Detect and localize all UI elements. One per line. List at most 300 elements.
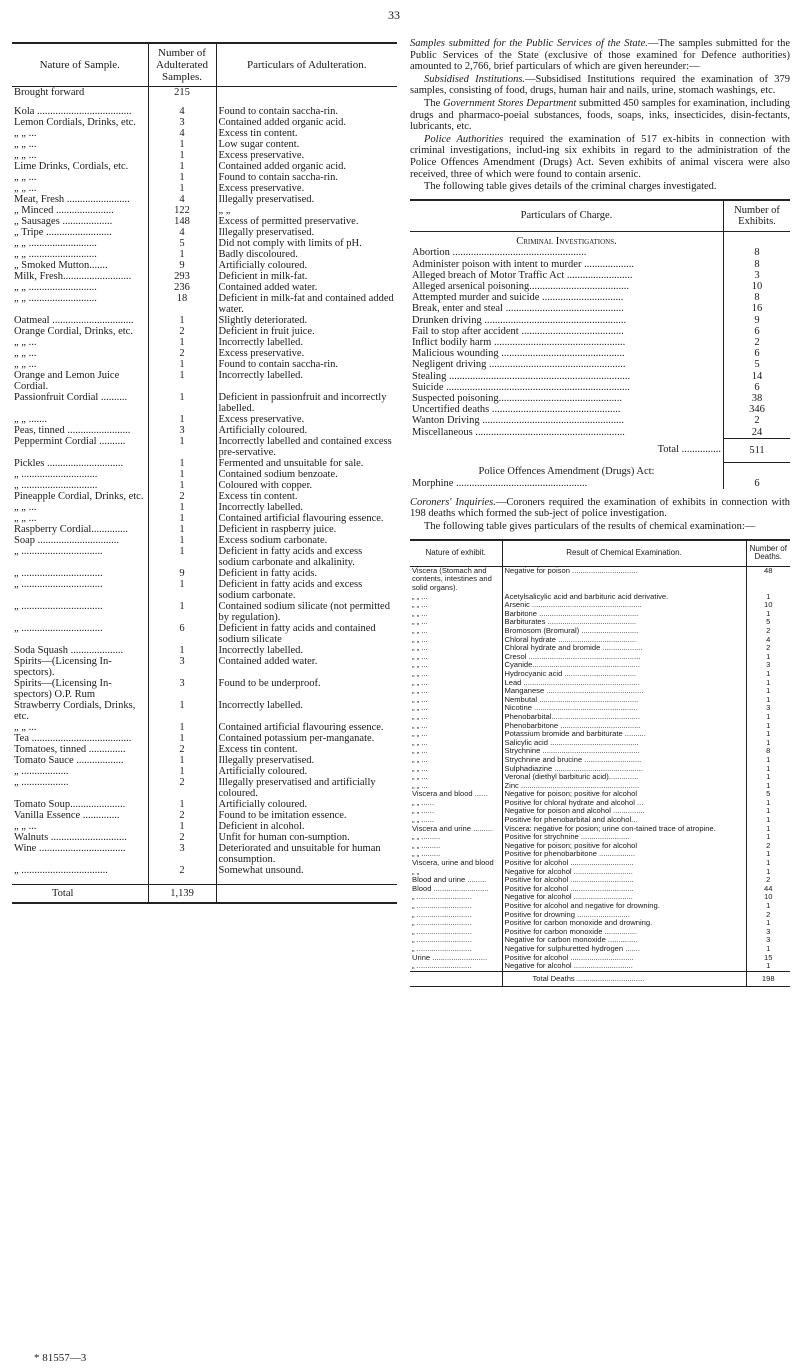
table-row bbox=[12, 766, 397, 777]
exhibit-nature: „ „ ...... bbox=[412, 806, 434, 816]
adulterated-count: 1 bbox=[148, 414, 216, 425]
charge-name: Suspected poisoning............................................... bbox=[412, 392, 622, 404]
adulteration-particulars: Excess sodium carbonate. bbox=[218, 535, 328, 546]
death-count: 1 bbox=[746, 739, 790, 748]
exhibit-nature: „ .......................... bbox=[412, 926, 472, 936]
sample-nature: „ „ ... bbox=[14, 150, 37, 161]
table-row bbox=[12, 755, 397, 766]
table-row bbox=[12, 293, 397, 315]
adulteration-particulars: Badly discoloured. bbox=[218, 249, 298, 260]
exhibit-count: 6 bbox=[724, 382, 791, 393]
death-count: 1 bbox=[746, 962, 790, 971]
sample-nature: „ „ ... bbox=[14, 722, 37, 733]
adulterated-count: 1 bbox=[148, 183, 216, 194]
charge-name: Stealing ..................................................................... bbox=[412, 370, 631, 382]
table-row bbox=[12, 150, 397, 161]
adulteration-particulars: Illegally preservatised and artificially coloured. bbox=[218, 777, 376, 799]
table-row bbox=[12, 326, 397, 337]
table-row bbox=[410, 247, 790, 258]
death-count: 1 bbox=[746, 868, 790, 877]
adulterated-count: 1 bbox=[148, 722, 216, 733]
exhibit-nature: „ „ ......... bbox=[412, 832, 441, 842]
adulterated-count: 215 bbox=[148, 87, 216, 99]
death-count: 2 bbox=[746, 876, 790, 885]
adulteration-particulars: Contained sodium benzoate. bbox=[218, 469, 338, 480]
exhibit-nature: Blood and urine ......... bbox=[412, 875, 487, 885]
total-count: 1,139 bbox=[148, 885, 216, 904]
death-count: 1 bbox=[746, 687, 790, 696]
header-deaths: Number of Deaths. bbox=[746, 540, 790, 567]
sample-nature: Soap ............................... bbox=[14, 535, 119, 546]
death-count: 1 bbox=[746, 919, 790, 928]
adulterated-count: 1 bbox=[148, 755, 216, 766]
examination-result: Barbitone ............................................... bbox=[502, 610, 746, 619]
examination-result: Chloral hydrate ..................................... bbox=[502, 636, 746, 645]
examination-result: Sulphadiazine .......................................... bbox=[502, 765, 746, 774]
table-row bbox=[12, 458, 397, 469]
sample-nature: „ „ ... bbox=[14, 513, 37, 524]
exhibit-count: 14 bbox=[724, 371, 791, 382]
table-row bbox=[12, 183, 397, 194]
death-count: 1 bbox=[746, 730, 790, 739]
sample-nature: Peppermint Cordial .......... bbox=[14, 436, 126, 447]
table-row bbox=[12, 282, 397, 293]
exhibit-nature: „ „ ... bbox=[412, 608, 428, 618]
total-particulars bbox=[216, 885, 397, 904]
adulteration-particulars: Somewhat unsound. bbox=[218, 865, 304, 876]
footnote: * 81557—3 bbox=[34, 1352, 87, 1364]
sample-nature: „ Minced ...................... bbox=[14, 205, 114, 216]
adulterated-count: 1 bbox=[148, 700, 216, 722]
exhibit-nature: „ „ ... bbox=[412, 763, 428, 773]
adulteration-particulars: Found to contain saccha-rin. bbox=[218, 359, 339, 370]
sample-nature: Tomato Sauce .................. bbox=[14, 755, 124, 766]
sample-nature: „ ................................. bbox=[14, 865, 108, 876]
adulterated-count: 1 bbox=[148, 436, 216, 458]
death-count: 1 bbox=[746, 670, 790, 679]
sample-nature: Raspberry Cordial.............. bbox=[14, 524, 129, 535]
table-row bbox=[12, 513, 397, 524]
sample-nature: „ ............................... bbox=[14, 568, 103, 579]
table-row bbox=[12, 161, 397, 172]
sample-nature: „ .................. bbox=[14, 777, 69, 788]
adulteration-particulars: Excess of permitted preservative. bbox=[218, 216, 359, 227]
sample-nature: „ „ .......................... bbox=[14, 282, 97, 293]
sample-nature: „ „ ... bbox=[14, 348, 37, 359]
death-count: 1 bbox=[746, 782, 790, 791]
table-row bbox=[410, 303, 790, 314]
table-row bbox=[12, 601, 397, 623]
table-row bbox=[12, 480, 397, 491]
charge-name: Miscellaneous ......................................................... bbox=[412, 426, 625, 438]
examination-result: Lead ....................................................... bbox=[502, 679, 746, 688]
exhibit-nature: „ „ bbox=[412, 866, 420, 876]
exhibit-count: 6 bbox=[724, 478, 791, 489]
adulterated-count: 2 bbox=[148, 832, 216, 843]
adulteration-particulars bbox=[216, 87, 397, 99]
sample-nature: „ „ .......................... bbox=[14, 249, 97, 260]
adulterated-count: 1 bbox=[148, 161, 216, 172]
adulteration-particulars: Incorrectly labelled. bbox=[218, 370, 304, 381]
sample-nature: Orange Cordial, Drinks, etc. bbox=[14, 326, 133, 337]
adulterated-count: 1 bbox=[148, 150, 216, 161]
examination-result: Negative for sulphuretted hydrogen ....... bbox=[502, 945, 746, 954]
total-row bbox=[410, 971, 790, 987]
sample-nature: „ Tripe ......................... bbox=[14, 227, 112, 238]
examination-result: Strychnine .............................................. bbox=[502, 747, 746, 756]
exhibit-count: 8 bbox=[724, 292, 791, 303]
charge-name: Morphine .................................................. bbox=[412, 477, 588, 489]
death-count: 3 bbox=[746, 704, 790, 713]
table-row bbox=[12, 821, 397, 832]
charge-name: Malicious wounding ............................................... bbox=[412, 348, 625, 360]
table-row bbox=[12, 579, 397, 601]
exhibit-count: 16 bbox=[724, 303, 791, 314]
total-label: Total bbox=[12, 885, 148, 904]
exhibit-nature: „ .......................... bbox=[412, 961, 472, 971]
charge-name: Alleged breach of Motor Traffic Act ......................... bbox=[412, 269, 633, 281]
adulteration-particulars: Incorrectly labelled. bbox=[218, 700, 304, 711]
examination-result: Manganese .............................................. bbox=[502, 687, 746, 696]
exhibit-nature: „ „ ... bbox=[412, 634, 428, 644]
total-blank bbox=[410, 971, 502, 987]
adulteration-particulars: Illegally preservatised. bbox=[218, 755, 315, 766]
adulteration-particulars: Deficient in fatty acids and contained sodium silicate bbox=[218, 623, 376, 645]
sample-nature: „ ............................... bbox=[14, 579, 103, 590]
right-column bbox=[410, 38, 790, 987]
death-count: 1 bbox=[746, 610, 790, 619]
adulterated-count: 1 bbox=[148, 480, 216, 491]
adulterated-count: 1 bbox=[148, 172, 216, 183]
table-row bbox=[410, 962, 790, 971]
para-coroner-intro: The following table gives particulars of the results of chemical examination:— bbox=[424, 521, 756, 533]
exhibit-nature: Viscera, urine and blood bbox=[412, 858, 494, 868]
table-row bbox=[410, 415, 790, 426]
table-row bbox=[12, 425, 397, 436]
exhibit-nature: „ „ ... bbox=[412, 694, 428, 704]
adulteration-particulars: Excess tin content. bbox=[218, 128, 298, 139]
death-count: 1 bbox=[746, 859, 790, 868]
exhibit-count: 6 bbox=[724, 326, 791, 337]
examination-result: Cresol ..................................................... bbox=[502, 653, 746, 662]
sample-nature: Strawberry Cordials, Drinks, etc. bbox=[14, 700, 136, 722]
adulterated-count: 1 bbox=[148, 315, 216, 326]
table-row bbox=[12, 392, 397, 414]
adulteration-particulars: Contained added organic acid. bbox=[218, 161, 347, 172]
examination-result: Veronal (diethyl barbituric acid).............. bbox=[502, 773, 746, 782]
exhibit-nature: „ „ ...... bbox=[412, 815, 434, 825]
exhibit-nature: „ „ ... bbox=[412, 737, 428, 747]
death-count: 1 bbox=[746, 756, 790, 765]
adulterated-count: 1 bbox=[148, 458, 216, 469]
table-row bbox=[410, 393, 790, 404]
sample-nature: Kola .................................... bbox=[14, 106, 132, 117]
table-row bbox=[12, 194, 397, 205]
exhibit-count: 6 bbox=[724, 348, 791, 359]
examination-result: Arsenic .................................................... bbox=[502, 601, 746, 610]
exhibit-nature: „ „ ... bbox=[412, 677, 428, 687]
adulteration-particulars: Artificially coloured. bbox=[218, 260, 308, 271]
exhibit-nature: „ „ ... bbox=[412, 643, 428, 653]
para-coroners: Coroners' Inquiries.—Coroners required the examination of exhibits in connection with 198 deaths which formed the sub-ject of police investigation. bbox=[410, 496, 790, 520]
adulterated-count: 2 bbox=[148, 810, 216, 821]
death-count: 1 bbox=[746, 713, 790, 722]
sample-nature: Pineapple Cordial, Drinks, etc. bbox=[14, 491, 144, 502]
table-row bbox=[410, 348, 790, 359]
adulterated-count: 1 bbox=[148, 337, 216, 348]
sample-nature: „ „ .......................... bbox=[14, 293, 97, 304]
charge-name: Uncertified deaths ................................................. bbox=[412, 404, 621, 416]
table-row bbox=[12, 205, 397, 216]
exhibit-nature: „ „ ... bbox=[412, 591, 428, 601]
examination-result: Acetylsalicylic acid and barbituric acid derivative. bbox=[502, 593, 746, 602]
adulterated-count: 293 bbox=[148, 271, 216, 282]
examination-result: Negative for carbon monoxide .............. bbox=[502, 936, 746, 945]
adulterated-count: 1 bbox=[148, 733, 216, 744]
sample-nature: „ „ ... bbox=[14, 172, 37, 183]
exhibit-count: 346 bbox=[724, 404, 791, 415]
charge-name: Attempted murder and suicide ............................... bbox=[412, 292, 624, 304]
death-count: 1 bbox=[746, 799, 790, 808]
exhibit-nature: Viscera and urine ......... bbox=[412, 823, 493, 833]
table-row bbox=[12, 700, 397, 722]
adulteration-particulars: Excess preservative. bbox=[218, 183, 305, 194]
table-row bbox=[12, 524, 397, 535]
total-deaths: 198 bbox=[746, 971, 790, 987]
examination-result: Strychnine and brucine ........................... bbox=[502, 756, 746, 765]
adulteration-particulars: Deficient in raspberry juice. bbox=[218, 524, 337, 535]
table-row bbox=[410, 478, 790, 489]
sample-nature: „ .................. bbox=[14, 766, 69, 777]
sample-nature: Spirits—(Licensing In-spectors). bbox=[14, 656, 112, 678]
death-count: 1 bbox=[746, 816, 790, 825]
exhibit-nature: Urine .......................... bbox=[412, 952, 488, 962]
sample-nature: „ „ ....... bbox=[14, 414, 47, 425]
table-row bbox=[12, 436, 397, 458]
adulterated-count: 1 bbox=[148, 579, 216, 601]
sample-nature: Brought forward bbox=[14, 87, 85, 98]
table-row bbox=[12, 87, 397, 99]
examination-result: Positive for drowning ......................... bbox=[502, 911, 746, 920]
death-count: 2 bbox=[746, 644, 790, 653]
table-row bbox=[12, 227, 397, 238]
adulteration-particulars: Did not comply with limits of pH. bbox=[218, 238, 362, 249]
examination-result: Positive for chloral hydrate and alcohol ... bbox=[502, 799, 746, 808]
exhibit-nature: „ „ ... bbox=[412, 746, 428, 756]
adulterated-count: 3 bbox=[148, 843, 216, 865]
charge-name: Alleged arsenical poisoning...................................... bbox=[412, 280, 629, 292]
adulteration-particulars: Coloured with copper. bbox=[218, 480, 313, 491]
table-row bbox=[12, 810, 397, 821]
charges-total-label: Total ............... bbox=[657, 444, 721, 456]
police-act-blank bbox=[724, 462, 791, 477]
table-row bbox=[410, 259, 790, 270]
adulterated-count: 1 bbox=[148, 513, 216, 524]
adulteration-particulars: Deficient in fatty acids. bbox=[218, 568, 318, 579]
table-row bbox=[12, 832, 397, 843]
adulteration-particulars: Found to contain saccha-rin. bbox=[218, 172, 339, 183]
adulterated-count: 1 bbox=[148, 392, 216, 414]
exhibit-count: 5 bbox=[724, 359, 791, 370]
section-criminal: Criminal Investigations. bbox=[516, 236, 617, 248]
exhibit-nature: „ .......................... bbox=[412, 892, 472, 902]
examination-result: Barbiturates .......................................... bbox=[502, 618, 746, 627]
examination-result: Zinc ........................................................ bbox=[502, 782, 746, 791]
exhibit-count: 2 bbox=[724, 415, 791, 426]
charge-name: Wanton Driving ...................................................... bbox=[412, 415, 625, 427]
examination-result: Chloral hydrate and bromide ................... bbox=[502, 644, 746, 653]
adulterated-count: 9 bbox=[148, 568, 216, 579]
examination-result: Positive for carbon monoxide and drowning. bbox=[502, 919, 746, 928]
exhibit-nature: „ .......................... bbox=[412, 935, 472, 945]
examination-result: Positive for phenobarbitone ................. bbox=[502, 850, 746, 859]
adulteration-particulars: Artificially coloured. bbox=[218, 766, 308, 777]
table-row bbox=[410, 270, 790, 281]
table-row bbox=[12, 172, 397, 183]
exhibit-nature: „ „ ... bbox=[412, 686, 428, 696]
exhibit-nature: „ .......................... bbox=[412, 943, 472, 953]
exhibit-nature: „ .......................... bbox=[412, 918, 472, 928]
examination-result: Potassium bromide and barbiturate .......... bbox=[502, 730, 746, 739]
adulteration-particulars: Contained added water. bbox=[218, 656, 318, 667]
sample-nature: Tomatoes, tinned .............. bbox=[14, 744, 126, 755]
exhibit-nature: Blood .......................... bbox=[412, 883, 489, 893]
death-count: 1 bbox=[746, 765, 790, 774]
death-count: 44 bbox=[746, 885, 790, 894]
examination-result: Negative for alcohol ............................ bbox=[502, 962, 746, 971]
sample-nature: Pickles ............................. bbox=[14, 458, 124, 469]
charge-name: Drunken driving ...................................................... bbox=[412, 314, 627, 326]
sample-nature: Milk, Fresh.......................... bbox=[14, 271, 132, 282]
adulterated-count: 236 bbox=[148, 282, 216, 293]
table-row bbox=[410, 337, 790, 348]
sample-nature: „ ............................... bbox=[14, 601, 103, 612]
table-row bbox=[12, 414, 397, 425]
examination-result: Negative for poison ............................... bbox=[502, 566, 746, 592]
adulteration-particulars: Slightly deteriorated. bbox=[218, 315, 308, 326]
sample-nature: „ „ ... bbox=[14, 359, 37, 370]
table-row bbox=[410, 359, 790, 370]
table-row bbox=[12, 645, 397, 656]
para-criminal-intro: The following table gives details of the criminal charges investigated. bbox=[424, 181, 717, 193]
exhibit-count: 10 bbox=[724, 281, 791, 292]
sample-nature: „ „ .......................... bbox=[14, 238, 97, 249]
adulteration-particulars: Deficient in fatty acids and excess sodium carbonate and alkalinity. bbox=[218, 546, 363, 568]
table-row bbox=[12, 678, 397, 700]
exhibit-nature: „ „ ... bbox=[412, 703, 428, 713]
table-row bbox=[410, 427, 790, 439]
table-row bbox=[12, 117, 397, 128]
adulteration-particulars: Deteriorated and unsuitable for human consumption. bbox=[218, 843, 381, 865]
exhibit-nature: „ „ ... bbox=[412, 729, 428, 739]
death-count: 48 bbox=[746, 566, 790, 592]
adulterated-count: 4 bbox=[148, 128, 216, 139]
table-row bbox=[12, 348, 397, 359]
table-row bbox=[12, 656, 397, 678]
death-count: 8 bbox=[746, 747, 790, 756]
examination-result: Positive for carbon monoxide ............... bbox=[502, 928, 746, 937]
table-row bbox=[12, 722, 397, 733]
exhibit-count: 24 bbox=[724, 427, 791, 439]
exhibit-nature: „ „ ......... bbox=[412, 849, 441, 859]
examination-result: Negative for poison; positive for alcohol bbox=[502, 842, 746, 851]
exhibit-nature: „ „ ......... bbox=[412, 840, 441, 850]
header-result: Result of Chemical Examination. bbox=[502, 540, 746, 567]
adulteration-particulars: Excess preservative. bbox=[218, 348, 305, 359]
table-row bbox=[12, 777, 397, 799]
adulteration-particulars: Incorrectly labelled. bbox=[218, 337, 304, 348]
table-row bbox=[410, 566, 790, 592]
examination-result: Viscera: negative for posion; urine con-tained trace of atropine. bbox=[502, 825, 746, 834]
sample-nature: „ „ ... bbox=[14, 139, 37, 150]
table-row bbox=[12, 799, 397, 810]
adulterated-count: 1 bbox=[148, 821, 216, 832]
sample-nature: „ Sausages ................... bbox=[14, 216, 113, 227]
adulterated-count: 3 bbox=[148, 425, 216, 436]
death-count: 2 bbox=[746, 627, 790, 636]
sample-nature: „ „ ... bbox=[14, 128, 37, 139]
table-row bbox=[12, 260, 397, 271]
sample-nature: „ „ ... bbox=[14, 183, 37, 194]
adulterated-count: 148 bbox=[148, 216, 216, 227]
exhibit-nature: „ „ ... bbox=[412, 711, 428, 721]
death-count: 10 bbox=[746, 893, 790, 902]
charge-name: Negligent driving .................................................... bbox=[412, 359, 626, 371]
exhibit-count: 38 bbox=[724, 393, 791, 404]
adulterated-count: 4 bbox=[148, 194, 216, 205]
table-row bbox=[410, 292, 790, 303]
sample-nature: „ ............................. bbox=[14, 469, 98, 480]
adulterated-count: 1 bbox=[148, 139, 216, 150]
exhibit-count: 9 bbox=[724, 315, 791, 326]
charges-total-count: 511 bbox=[724, 438, 791, 462]
charge-name: Fail to stop after accident ....................................... bbox=[412, 325, 624, 337]
death-count: 1 bbox=[746, 807, 790, 816]
table-row bbox=[12, 843, 397, 865]
examination-result: Phenobarbitone ...................................... bbox=[502, 722, 746, 731]
exhibit-nature: „ „ ... bbox=[412, 668, 428, 678]
sample-nature: „ ............................. bbox=[14, 480, 98, 491]
exhibit-count: 8 bbox=[724, 259, 791, 270]
exhibit-nature: „ .......................... bbox=[412, 901, 472, 911]
sample-nature: Tea ...................................... bbox=[14, 733, 132, 744]
sample-nature: Oatmeal ............................... bbox=[14, 315, 134, 326]
examination-result: Bromosom (Bromural) ........................... bbox=[502, 627, 746, 636]
exhibit-nature: „ „ ... bbox=[412, 754, 428, 764]
examination-result: Positive for alcohol .............................. bbox=[502, 859, 746, 868]
table-row bbox=[12, 359, 397, 370]
adulterated-count: 1 bbox=[148, 535, 216, 546]
exhibit-nature: „ .......................... bbox=[412, 909, 472, 919]
table-row bbox=[410, 315, 790, 326]
exhibit-nature: „ „ ... bbox=[412, 720, 428, 730]
adulterated-count: 2 bbox=[148, 744, 216, 755]
adulterated-count: 1 bbox=[148, 469, 216, 480]
exhibit-nature: „ „ ...... bbox=[412, 797, 434, 807]
sample-nature: „ Smoked Mutton....... bbox=[14, 260, 108, 271]
adulteration-particulars: Deficient in alcohol. bbox=[218, 821, 305, 832]
adulteration-particulars: Incorrectly labelled. bbox=[218, 645, 304, 656]
examination-result: Cyanide................................................... bbox=[502, 661, 746, 670]
examination-result: Positive for alcohol .............................. bbox=[502, 876, 746, 885]
exhibit-count: 8 bbox=[724, 247, 791, 258]
adulterated-count: 1 bbox=[148, 370, 216, 392]
sample-nature: „ „ ... bbox=[14, 337, 37, 348]
adulteration-particulars: Incorrectly labelled. bbox=[218, 502, 304, 513]
examination-result: Nembutal ............................................... bbox=[502, 696, 746, 705]
death-count: 1 bbox=[746, 653, 790, 662]
table-row bbox=[12, 337, 397, 348]
